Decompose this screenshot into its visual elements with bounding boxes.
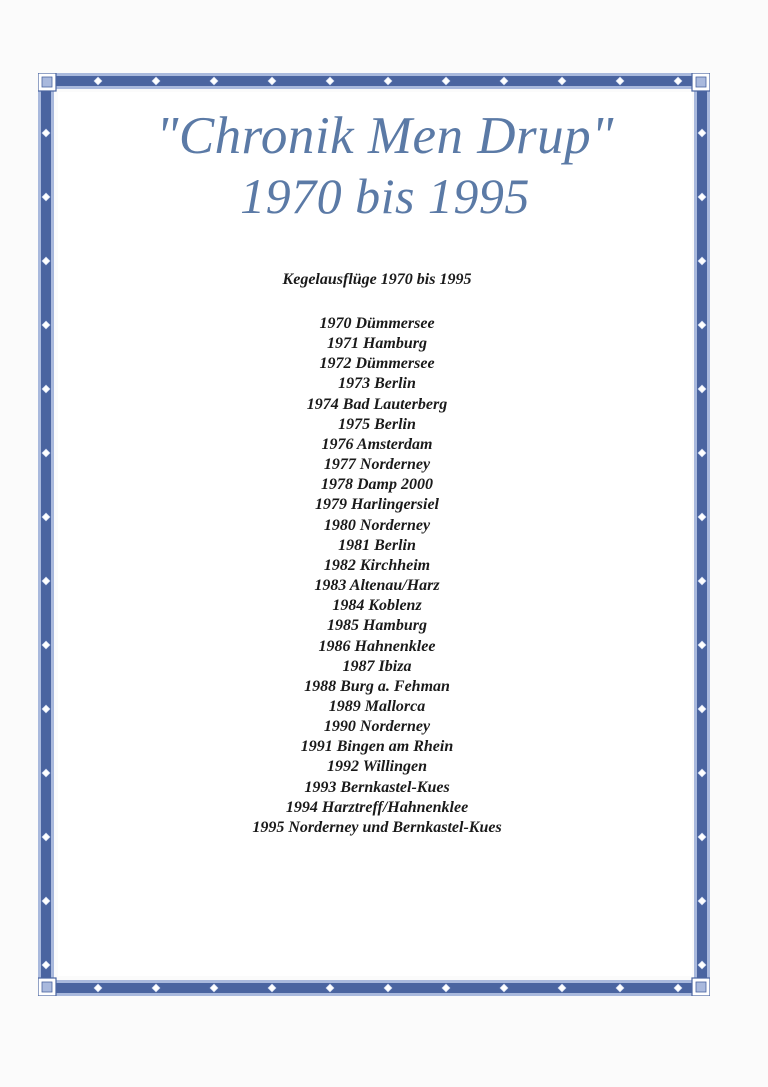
- trip-list-item: 1970 Dümmersee: [319, 315, 435, 332]
- title-line-1: "Chronik Men Drup": [156, 107, 614, 165]
- trip-list-item: 1989 Mallorca: [328, 697, 426, 715]
- trip-list-item: 1979 Harlingersiel: [314, 496, 439, 514]
- trip-list-item: 1980 Norderney: [323, 516, 431, 534]
- title-line-2: 1970 bis 1995: [240, 168, 530, 224]
- trip-list-item: 1981 Berlin: [338, 536, 416, 554]
- trip-list-item: 1982 Kirchheim: [323, 556, 431, 574]
- section-heading: Kegelausflüge 1970 bis 1995: [282, 271, 472, 288]
- trip-list-item: 1978 Damp 2000: [321, 476, 433, 494]
- trip-list-item: 1984 Koblenz: [332, 597, 422, 615]
- trip-list-item: 1995 Norderney und Bernkastel-Kues: [252, 818, 502, 836]
- trip-list-item: 1976 Amsterdam: [321, 435, 433, 453]
- trip-list-item: 1974 Bad Lauterberg: [306, 395, 448, 413]
- trip-list-item: 1991 Bingen am Rhein: [300, 738, 454, 756]
- trip-list: [70, 314, 684, 838]
- trip-list-item: 1986 Hahnenklee: [318, 637, 436, 655]
- trip-list-item: 1975 Berlin: [338, 415, 416, 433]
- trip-list-item: 1971 Hamburg: [326, 335, 427, 353]
- trip-list-item: 1977 Norderney: [323, 456, 431, 474]
- trip-list-item: 1983 Altenau/Harz: [314, 577, 440, 595]
- trip-list-item: 1972 Dümmersee: [319, 355, 435, 373]
- trip-list-item: 1990 Norderney: [323, 718, 431, 736]
- trip-list-item: 1987 Ibiza: [342, 657, 412, 675]
- trip-list-item: 1988 Burg a. Fehman: [304, 677, 450, 695]
- document-title: [50, 106, 720, 224]
- trip-list-item: 1992 Willingen: [326, 758, 428, 776]
- trip-list-item: 1993 Bernkastel-Kues: [304, 778, 450, 796]
- trip-list-item: 1994 Harztreff/Hahnenklee: [285, 798, 469, 816]
- trip-list-item: 1985 Hamburg: [326, 617, 427, 635]
- trip-list-item: 1973 Berlin: [338, 375, 416, 393]
